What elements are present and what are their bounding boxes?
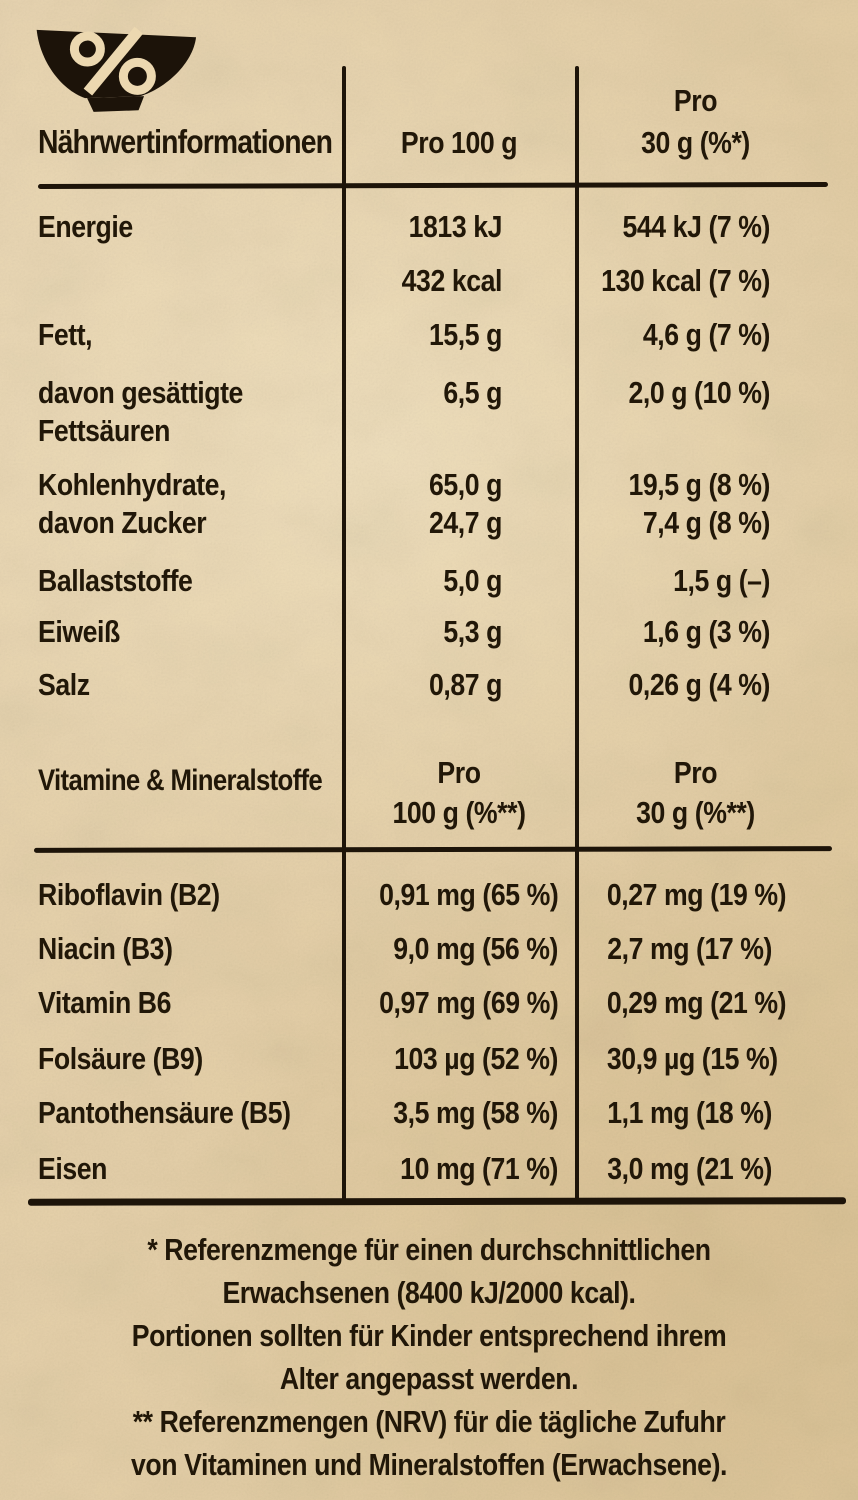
nutrient-label: Eiweiß xyxy=(38,614,120,649)
vitamin-label: Pantothensäure (B5) xyxy=(38,1095,291,1130)
vitamin-label: Riboflavin (B2) xyxy=(38,877,220,912)
value-per-100g: 3,5 mg (58 %) xyxy=(393,1095,558,1130)
vitamins-section-title: Vitamine & Mineralstoffe xyxy=(38,764,323,797)
nutrient-label: Fett, xyxy=(38,317,93,352)
footnote-line: ** Referenzmengen (NRV) für die tägliche Zufuhr xyxy=(132,1404,726,1439)
nutrient-row xyxy=(0,504,858,544)
header-per-30g-line1: Pro xyxy=(673,83,718,118)
value-per-100g: 5,0 g xyxy=(443,563,502,598)
nutrient-row xyxy=(0,613,858,653)
vitamin-row xyxy=(0,1094,858,1134)
nutrient-label: Energie xyxy=(38,209,133,244)
vitamins-header-per-30g-line1: Pro xyxy=(673,755,718,790)
vitamin-label: Niacin (B3) xyxy=(38,931,173,966)
nutrient-label: davon gesättigte xyxy=(38,375,243,410)
vitamins-header-rule xyxy=(34,846,832,853)
value-per-100g: 10 mg (71 %) xyxy=(400,1151,558,1186)
value-per-30g: 0,27 mg (19 %) xyxy=(606,877,787,912)
footnote-line: Alter angepasst werden. xyxy=(279,1361,579,1396)
footnote-line: von Vitaminen und Mineralstoffen (Erwachsene). xyxy=(131,1447,727,1482)
vitamins-header-per-100g-line1: Pro xyxy=(437,755,481,790)
nutrient-label: Kohlenhydrate, xyxy=(38,467,227,502)
value-per-100g: 0,97 mg (69 %) xyxy=(379,985,559,1020)
value-per-100g: 103 µg (52 %) xyxy=(394,1041,558,1076)
vitamin-row xyxy=(0,876,858,916)
value-per-30g: 130 kcal (7 %) xyxy=(601,263,770,298)
vitamin-label: Folsäure (B9) xyxy=(38,1041,203,1076)
nutrient-row xyxy=(0,412,858,452)
value-per-100g: 6,5 g xyxy=(443,375,502,410)
nutrient-row xyxy=(0,316,858,356)
value-per-30g: 2,7 mg (17 %) xyxy=(607,931,772,966)
footnote-line: Erwachsenen (8400 kJ/2000 kcal). xyxy=(222,1275,636,1310)
value-per-30g: 2,0 g (10 %) xyxy=(628,375,770,410)
value-per-100g: 9,0 mg (56 %) xyxy=(393,931,558,966)
value-per-30g: 1,5 g (–) xyxy=(673,563,770,598)
value-per-100g: 5,3 g xyxy=(443,614,502,649)
vitamin-label: Eisen xyxy=(38,1151,107,1186)
table-title: Nährwertinformationen xyxy=(38,123,333,160)
value-per-30g: 30,9 µg (15 %) xyxy=(606,1041,778,1076)
nutrient-row xyxy=(0,208,858,248)
header-rule xyxy=(38,182,828,189)
value-per-100g: 432 kcal xyxy=(401,263,502,298)
value-per-30g: 0,29 mg (21 %) xyxy=(606,985,787,1020)
value-per-100g: 0,87 g xyxy=(428,667,502,702)
vitamin-row xyxy=(0,984,858,1024)
vitamins-header-per-100g-line2: 100 g (%**) xyxy=(392,795,526,830)
footer-rule xyxy=(28,1197,846,1205)
vitamin-row xyxy=(0,930,858,970)
value-per-100g: 1813 kJ xyxy=(408,209,502,244)
nutrient-label: Ballaststoffe xyxy=(38,563,193,598)
value-per-30g: 0,26 g (4 %) xyxy=(628,667,770,702)
vitamin-row xyxy=(0,1150,858,1190)
value-per-100g: 24,7 g xyxy=(428,505,502,540)
value-per-100g: 15,5 g xyxy=(428,317,502,352)
value-per-100g: 65,0 g xyxy=(428,467,502,502)
value-per-30g: 7,4 g (8 %) xyxy=(642,505,770,540)
nutrient-row xyxy=(0,262,858,302)
vitamin-label: Vitamin B6 xyxy=(38,985,172,1020)
nutrient-label: davon Zucker xyxy=(38,505,207,540)
footnote-line: Portionen sollten für Kinder entsprechend ihrem xyxy=(131,1318,727,1353)
nutrient-row xyxy=(0,374,858,414)
header-per-100g: Pro 100 g xyxy=(400,125,518,160)
value-per-100g: 0,91 mg (65 %) xyxy=(379,877,559,912)
value-per-30g: 4,6 g (7 %) xyxy=(642,317,770,352)
vitamin-row xyxy=(0,1040,858,1080)
footnote-line: * Referenzmenge für einen durchschnittlichen xyxy=(147,1232,711,1267)
value-per-30g: 1,1 mg (18 %) xyxy=(607,1095,772,1130)
nutrient-row xyxy=(0,562,858,602)
bowl-percent-icon xyxy=(36,20,200,114)
bowl-foot xyxy=(87,96,144,112)
value-per-30g: 19,5 g (8 %) xyxy=(628,467,770,502)
nutrient-label: Salz xyxy=(38,667,90,702)
value-per-30g: 544 kJ (7 %) xyxy=(622,209,770,244)
value-per-30g: 3,0 mg (21 %) xyxy=(607,1151,772,1186)
value-per-30g: 1,6 g (3 %) xyxy=(642,614,770,649)
nutrient-label: Fettsäuren xyxy=(38,413,170,448)
nutrient-row xyxy=(0,666,858,706)
nutrient-row xyxy=(0,466,858,506)
header-per-30g-line2: 30 g (%*) xyxy=(641,125,750,160)
vitamins-header-per-30g-line2: 30 g (%**) xyxy=(636,795,755,830)
